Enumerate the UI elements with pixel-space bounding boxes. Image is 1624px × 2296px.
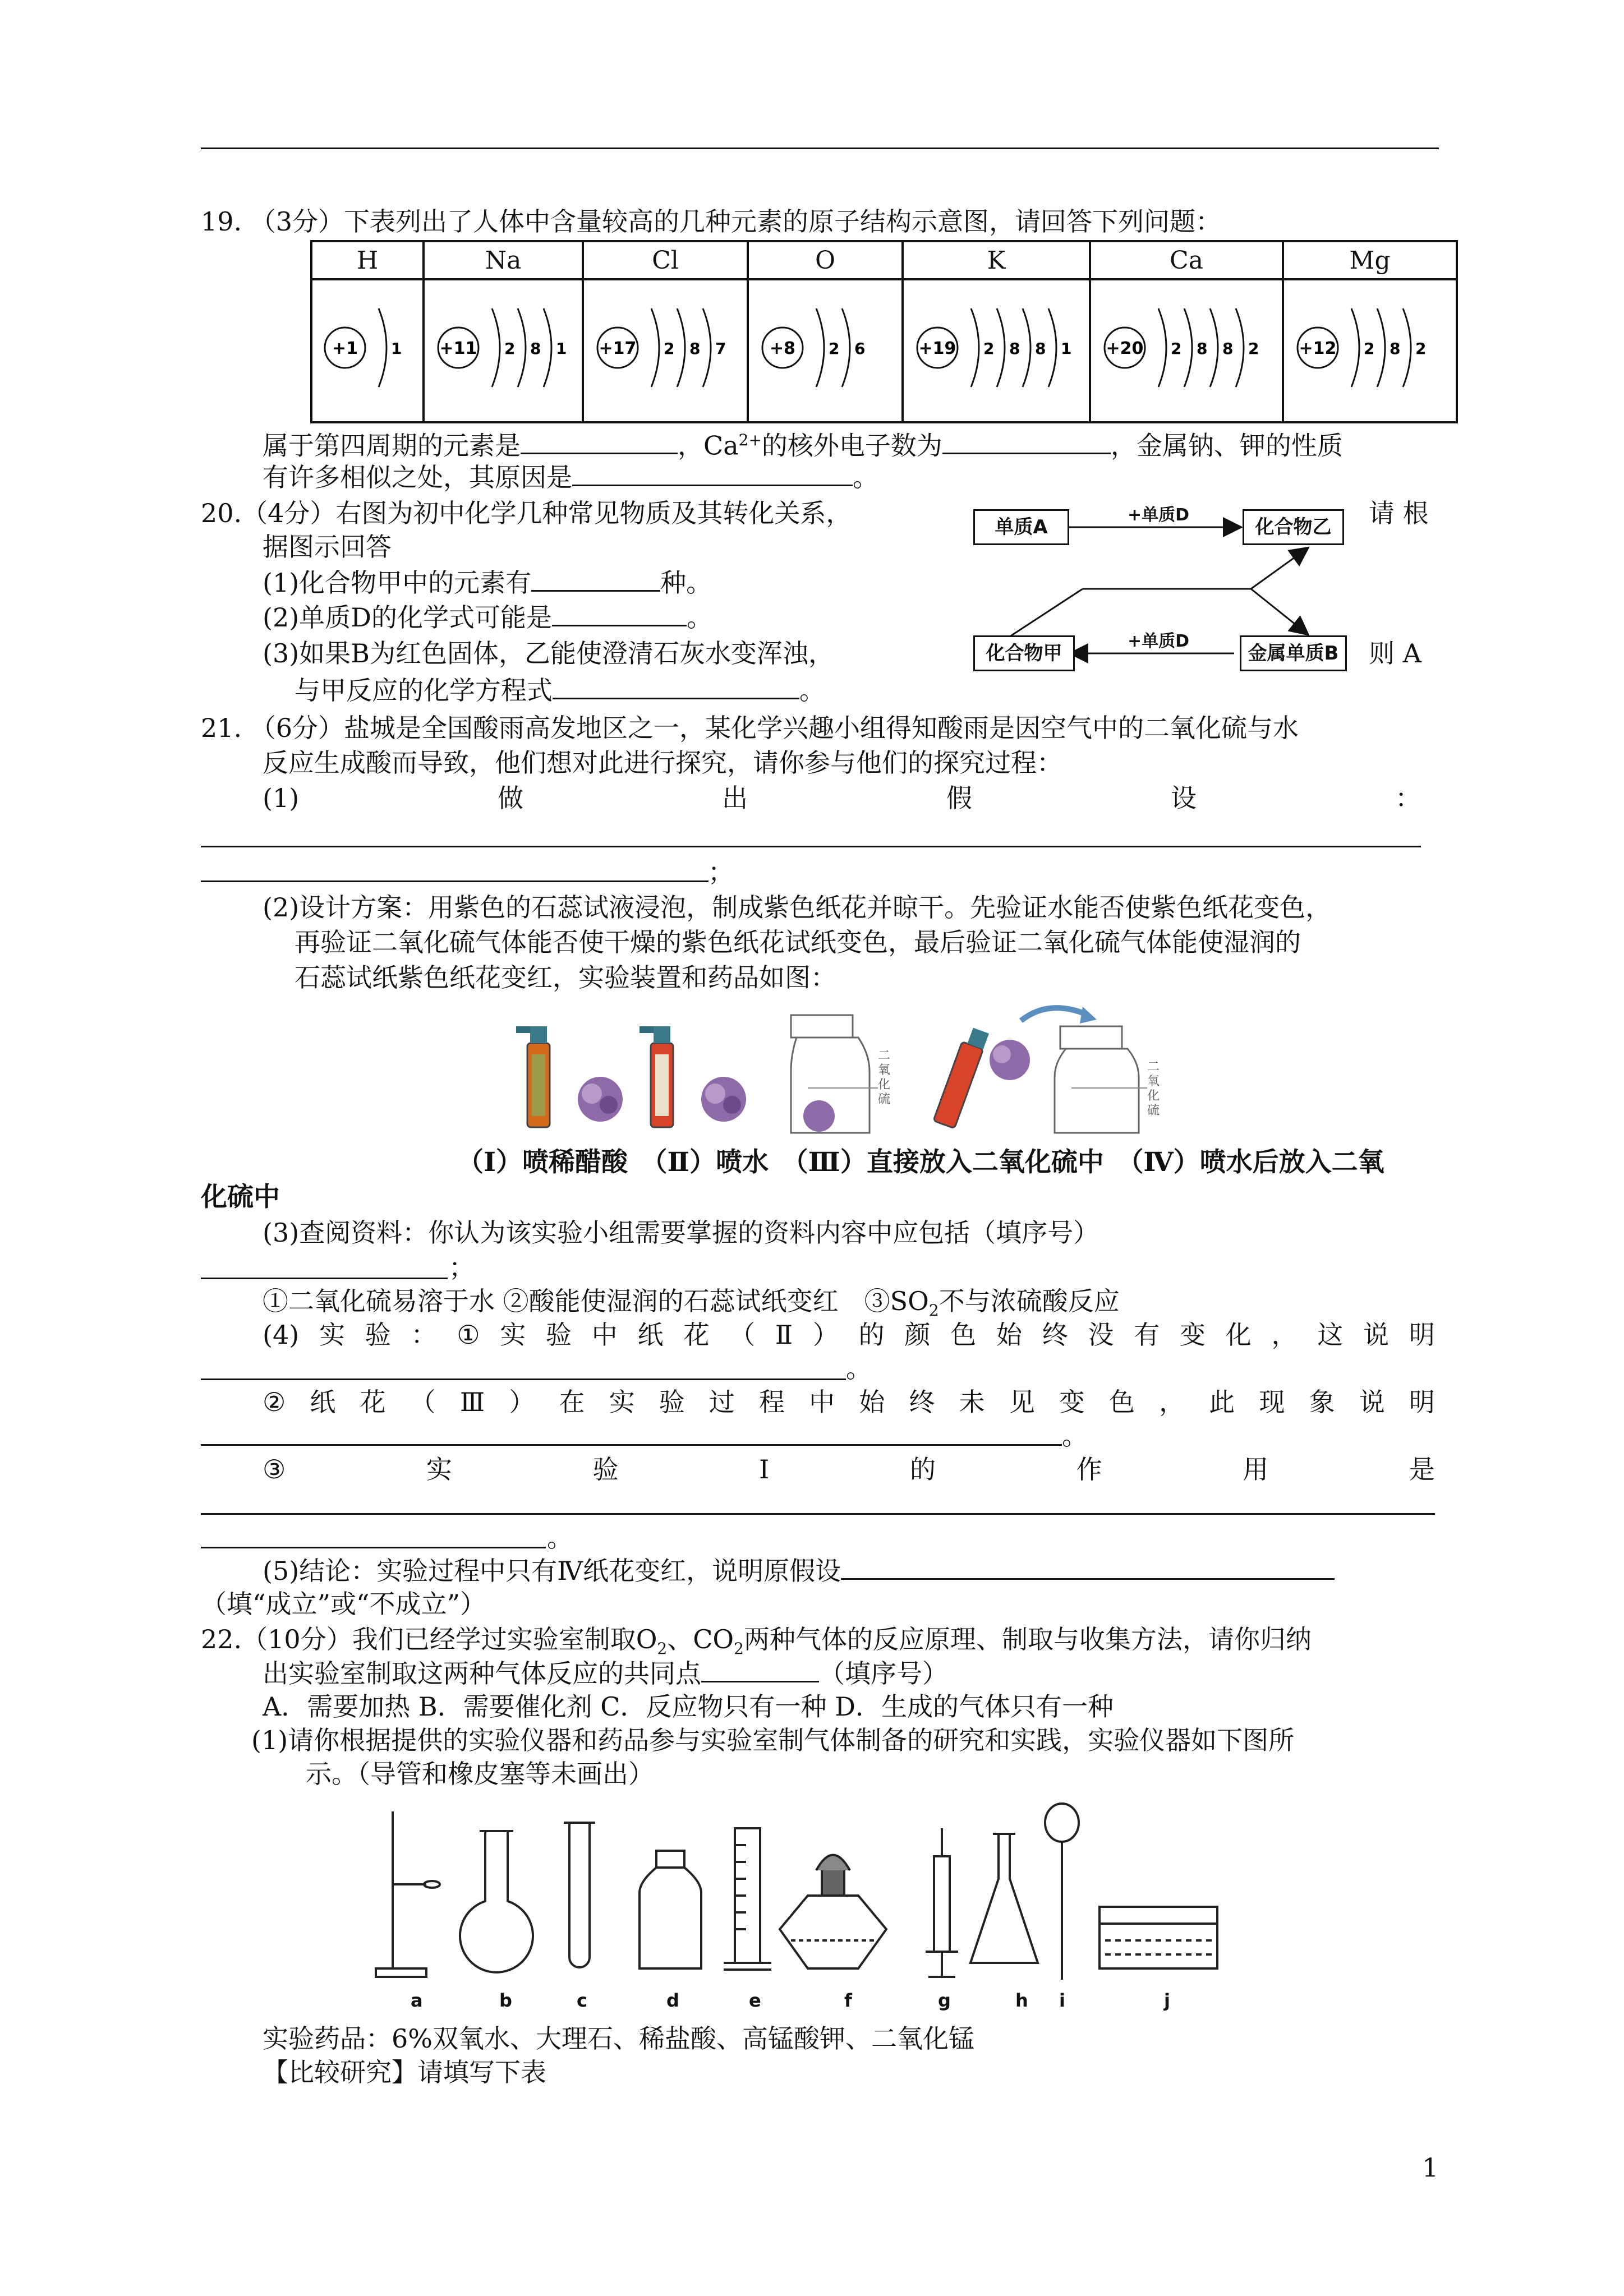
q22-options: A．需要加热 B．需要催化剂 C．反应物只有一种 D．生成的气体只有一种: [263, 1691, 1114, 1722]
apparatus-label: b: [499, 1990, 512, 2011]
electron-count: 7: [715, 339, 726, 358]
apparatus-label: j: [1164, 1990, 1170, 2011]
answer-line[interactable]: [201, 880, 709, 882]
jar-label: 二氧化硫: [1147, 1060, 1160, 1118]
q21-part3-options: ①二氧化硫易溶于水 ②酸能使湿润的石蕊试纸变红 $③SO_2$不与浓硫酸反应: [263, 1286, 1120, 1320]
element-symbol: O: [748, 241, 903, 279]
conical-flask-icon: [970, 1834, 1038, 1963]
gas-jar-icon: [791, 1015, 878, 1133]
q20-part3: (3)如果B为红色固体，乙能使澄清石灰水变浑浊，: [263, 638, 834, 668]
atom-diagram-cell: [1090, 279, 1283, 422]
spray-bottle-icon: [516, 1026, 550, 1127]
nucleus-charge: +11: [439, 339, 477, 358]
flower-icon: [990, 1040, 1030, 1080]
electron-count: 2: [504, 339, 516, 358]
q21-part4-2: ② 纸 花 （ Ⅲ ） 在 实 验 过 程 中 始 终 未 见 变 色 ， 此 现 象 说 明: [263, 1387, 1435, 1417]
q21-line2: 反应生成酸而导致，他们想对此进行探究，请你参与他们的探究过程：: [263, 748, 1062, 778]
nucleus-charge: +8: [769, 339, 796, 358]
q20-part3-tail: 则 A: [1369, 638, 1421, 668]
electron-shell-arc: [1023, 308, 1030, 387]
electron-count: 1: [1061, 339, 1072, 358]
q21-part4-end1: 。: [846, 1353, 872, 1384]
spray-bottle-icon: [640, 1026, 673, 1127]
electron-count: 8: [1035, 339, 1046, 358]
separatory-funnel-icon: [1045, 1804, 1079, 1980]
atom-diagram-cell: [424, 279, 583, 422]
element-symbol: K: [903, 241, 1090, 279]
answer-line[interactable]: [201, 846, 1421, 847]
answer-line[interactable]: [201, 1547, 546, 1548]
electron-shell-arc: [1403, 308, 1411, 387]
answer-line[interactable]: [201, 1278, 448, 1279]
answer-blank[interactable]: [942, 428, 1111, 454]
node-metal-b: 金属单质B: [1240, 635, 1347, 671]
answer-line[interactable]: [201, 1444, 1062, 1446]
q22-reagents: 实验药品：6%双氧水、大理石、稀盐酸、高锰酸钾、二氧化锰: [263, 2023, 974, 2054]
apparatus-label: i: [1059, 1990, 1065, 2011]
transfer-arrow-icon: [1021, 1008, 1088, 1021]
electron-shell-arc: [544, 308, 551, 387]
q21-part5: (5)结论：实验过程中只有Ⅳ纸花变红，说明原假设: [263, 1553, 1335, 1588]
apparatus-label: f: [844, 1990, 852, 2011]
electron-shell-arc: [1351, 308, 1359, 387]
q21-part2-line3: 石蕊试纸紫色纸花变红，实验装置和药品如图：: [295, 962, 836, 993]
electron-shell-arc: [379, 308, 387, 387]
answer-blank[interactable]: [531, 565, 660, 592]
node-substance-a: 单质A: [973, 509, 1069, 545]
q21-part3: (3)查阅资料：你认为该实验小组需要掌握的资料内容中应包括（填序号）: [263, 1218, 1099, 1248]
nucleus-charge: +12: [1299, 339, 1337, 358]
q21-part5-note: （填“成立”或“不成立”）: [201, 1589, 486, 1619]
electron-count: 8: [1222, 339, 1234, 358]
electron-count: 8: [1009, 339, 1020, 358]
electron-shell-arc: [842, 308, 850, 387]
gas-jar-icon: [1055, 1026, 1147, 1133]
q21-part4-1: (4) 实 验 ： ① 实 验 中 纸 花 （ Ⅱ ） 的 颜 色 始 终 没 有 变 化 ， 这 说 明: [263, 1320, 1435, 1350]
electron-shell-arc: [1377, 308, 1385, 387]
node-compound-yi: 化合物乙: [1243, 509, 1344, 545]
apparatus-label: g: [938, 1990, 951, 2011]
apparatus-labels: [365, 1990, 1273, 2018]
jar-label: 二氧化硫: [878, 1049, 891, 1106]
flower-icon: [578, 1077, 623, 1122]
nucleus-charge: +1: [332, 339, 358, 358]
electron-shell-arc: [1048, 308, 1056, 387]
electron-shell-arc: [816, 308, 824, 387]
atom-structure-table: [310, 240, 1458, 423]
q22-part1-line2: 示。（导管和橡皮塞等未画出）: [306, 1759, 654, 1789]
syringe-icon: [926, 1828, 958, 1977]
apparatus-label: a: [411, 1990, 423, 2011]
electron-shell-arc: [997, 308, 1005, 387]
atom-diagram-cell: [311, 279, 424, 422]
element-symbol: Mg: [1283, 241, 1457, 279]
q19-line2: 有许多相似之处，其原因是 。: [263, 460, 878, 494]
q20-part2: (2)单质D的化学式可能是 。: [263, 600, 712, 634]
apparatus-label: c: [577, 1990, 587, 2011]
iron-stand-icon: [376, 1811, 440, 1977]
arrow-label-top: +单质D: [1128, 505, 1190, 525]
q21-part2-line2: 再验证二氧化硫气体能否使干燥的紫色纸花试纸变色，最后验证二氧化硫气体能使湿润的: [295, 927, 1301, 957]
electron-count: 2: [983, 339, 995, 358]
node-compound-jia: 化合物甲: [973, 635, 1075, 671]
q19-stem: 19. （3分）下表列出了人体中含量较高的几种元素的原子结构示意图，请回答下列问题：: [201, 206, 1222, 237]
element-symbol: H: [311, 241, 424, 279]
atom-diagram-cell: [583, 279, 748, 422]
electron-shell-arc: [703, 308, 711, 387]
electron-count: 1: [556, 339, 567, 358]
electron-count: 6: [854, 339, 866, 358]
test-tube-icon: [564, 1823, 595, 1967]
nucleus-charge: +19: [918, 339, 956, 358]
q22-part1-line1: (1)请你根据提供的实验仪器和药品参与实验室制气体制备的研究和实践，实验仪器如下图所: [251, 1725, 1295, 1755]
flower-icon: [701, 1077, 746, 1122]
answer-line[interactable]: [201, 1513, 1435, 1515]
q20-stem-tail: 请 根: [1369, 498, 1429, 528]
q21-line1: 21. （6分）盐城是全国酸雨高发地区之一，某化学兴趣小组得知酸雨是因空气中的二氧化硫与水: [201, 713, 1299, 743]
spray-bottle-icon: [933, 1028, 989, 1128]
q22-line2: 出实验室制取这两种气体反应的共同点 （填序号）: [263, 1656, 948, 1690]
q21-part4-end2: 。: [1062, 1421, 1088, 1451]
answer-blank[interactable]: [521, 428, 678, 454]
header-rule: [201, 147, 1439, 149]
experiment-illustration: [516, 998, 1189, 1144]
round-flask-icon: [460, 1831, 533, 1972]
experiment-captions: （Ⅰ）喷稀醋酸 （Ⅱ）喷水 （Ⅲ）直接放入二氧化硫中 （Ⅳ）喷水后放入二氧: [457, 1147, 1384, 1178]
electron-shell-arc: [1158, 308, 1166, 387]
electron-count: 2: [1364, 339, 1375, 358]
electron-shell-arc: [518, 308, 526, 387]
electron-count: 1: [391, 339, 402, 358]
electron-count: 8: [530, 339, 541, 358]
answer-blank[interactable]: [552, 600, 687, 626]
electron-shell-arc: [971, 308, 979, 387]
q22-compare-heading: 【比较研究】请填写下表: [263, 2057, 546, 2087]
page-number: 1: [1422, 2152, 1439, 2183]
apparatus-label: d: [666, 1990, 679, 2011]
q21-part1-end: ；: [708, 857, 734, 887]
answer-blank[interactable]: [701, 1656, 819, 1682]
electron-count: 8: [1390, 339, 1401, 358]
electron-count: 2: [1171, 339, 1182, 358]
electron-count: 2: [664, 339, 675, 358]
graduated-cylinder-icon: [724, 1828, 771, 1970]
alcohol-lamp-icon: [780, 1855, 886, 1969]
q22-line1: 22.（10分）我们已经学过实验室制取$O_2$、$CO_2$两种气体的反应原理、制取与收集方法，请你归纳: [201, 1624, 1312, 1658]
apparatus-label: e: [749, 1990, 761, 2011]
apparatus-illustration: [365, 1772, 1273, 1991]
arrow-label-bottom: +单质D: [1128, 631, 1190, 651]
atom-diagram-cell: [1283, 279, 1457, 422]
electron-shell-arc: [1210, 308, 1218, 387]
atom-diagram-cell: [903, 279, 1090, 422]
electron-shell-arc: [651, 308, 659, 387]
q21-part1: (1) 做 出 假 设 ：: [263, 783, 1421, 813]
apparatus-label: h: [1015, 1990, 1028, 2011]
gas-bottle-icon: [640, 1851, 701, 1968]
element-symbol: Ca: [1090, 241, 1283, 279]
electron-shell-arc: [1184, 308, 1192, 387]
electron-count: 8: [1197, 339, 1208, 358]
element-symbol: Na: [424, 241, 583, 279]
q21-part2-line1: (2)设计方案：用紫色的石蕊试液浸泡，制成紫色纸花并晾干。先验证水能否使紫色纸花变色，: [263, 892, 1332, 923]
answer-blank[interactable]: [553, 673, 799, 699]
electron-count: 2: [1415, 339, 1427, 358]
electron-shell-arc: [492, 308, 500, 387]
water-trough-icon: [1099, 1907, 1217, 1968]
q21-part4-3: ③ 实 验 Ⅰ 的 作 用 是: [263, 1454, 1435, 1484]
answer-line[interactable]: [201, 1378, 846, 1380]
q20-stem: 20.（4分）右图为初中化学几种常见物质及其转化关系，: [201, 498, 852, 528]
answer-blank[interactable]: [841, 1553, 1335, 1580]
atom-diagram-cell: [748, 279, 903, 422]
answer-blank[interactable]: [572, 460, 853, 486]
electron-shell-arc: [677, 308, 685, 387]
q21-part4-end3: 。: [547, 1523, 573, 1553]
electron-count: 2: [829, 339, 840, 358]
q20-line2: 据图示回答: [263, 532, 392, 562]
electron-shell-arc: [1236, 308, 1244, 387]
nucleus-charge: +20: [1106, 339, 1144, 358]
nucleus-charge: +17: [599, 339, 637, 358]
q20-part1: (1)化合物甲中的元素有 种。: [263, 565, 712, 600]
experiment-captions-wrap: 化硫中: [201, 1182, 280, 1212]
q19-line1: 属于第四周期的元素是 ，$Ca^{2+}$的核外电子数为 ，金属钠、钾的性质: [263, 423, 1343, 462]
q21-part3-end: ；: [449, 1252, 475, 1283]
element-symbol: Cl: [583, 241, 748, 279]
q20-part4: 与甲反应的化学方程式 。: [295, 673, 825, 707]
electron-count: 2: [1248, 339, 1259, 358]
electron-count: 8: [689, 339, 701, 358]
